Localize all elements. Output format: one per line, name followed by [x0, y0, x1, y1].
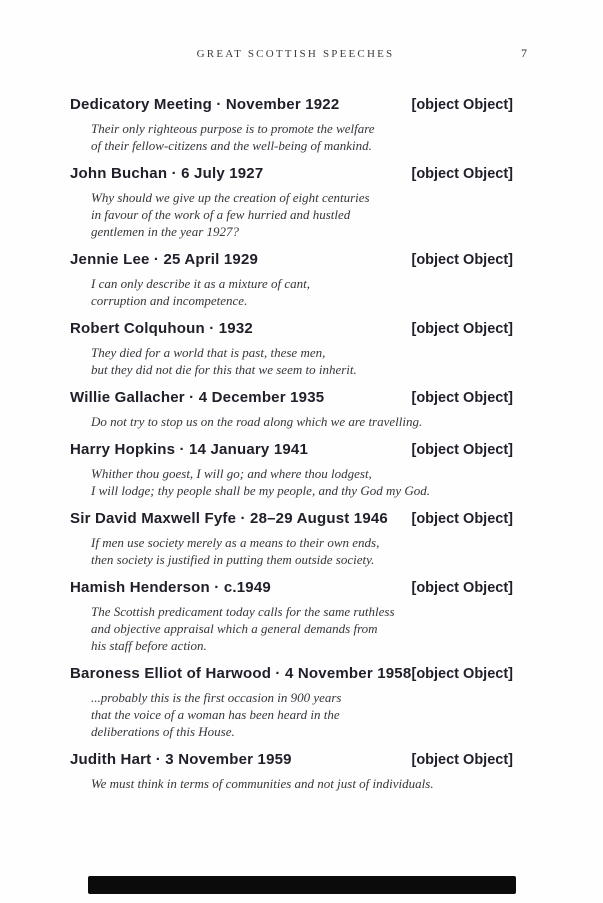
- entry-head-row: [70, 750, 513, 770]
- entry-head-row: [70, 440, 513, 460]
- entry-quote: [91, 275, 513, 309]
- quote-line: then society is justified in putting them outside society.: [91, 552, 375, 567]
- entry-head-row: [70, 164, 513, 184]
- running-header-title: GREAT SCOTTISH SPEECHES: [196, 48, 395, 60]
- entry-heading: John Buchan · 6 July 1927: [70, 165, 264, 182]
- quote-line: If men use society merely as a means to their own ends,: [91, 535, 380, 550]
- entry-quote: [91, 120, 513, 154]
- entry-head-row: [70, 509, 513, 529]
- entry-heading: Harry Hopkins · 14 January 1941: [70, 441, 308, 458]
- entry-heading: Sir David Maxwell Fyfe · 28–29 August 1946: [70, 510, 388, 527]
- entry-quote: [91, 689, 513, 740]
- entry-page-number: [object Object]: [411, 321, 513, 337]
- toc-entry: [70, 578, 513, 654]
- entry-heading: Willie Gallacher · 4 December 1935: [70, 389, 325, 406]
- quote-line: They died for a world that is past, these men,: [91, 345, 326, 360]
- entry-heading: Dedicatory Meeting · November 1922: [70, 96, 340, 113]
- entry-quote: [91, 344, 513, 378]
- quote-line: We must think in terms of communities and not just of individuals.: [91, 776, 434, 791]
- entry-head-row: [70, 250, 513, 270]
- toc-entry: [70, 95, 513, 154]
- entry-page-number: [object Object]: [411, 166, 513, 182]
- quote-line: deliberations of this House.: [91, 724, 235, 739]
- entry-head-row: [70, 319, 513, 339]
- toc-entry: [70, 250, 513, 309]
- entry-page-number: [object Object]: [411, 580, 513, 596]
- quote-line: in favour of the work of a few hurried and hustled: [91, 207, 351, 222]
- scan-artifact-bar: [88, 876, 516, 894]
- quote-line: I will lodge; thy people shall be my people, and thy God my God.: [91, 483, 431, 498]
- entry-heading: Baroness Elliot of Harwood · 4 November 1958: [70, 665, 412, 682]
- entry-quote: [91, 775, 513, 792]
- toc-entry: [70, 164, 513, 240]
- entry-head-row: [70, 664, 513, 684]
- entry-head-row: [70, 388, 513, 408]
- entry-quote: [91, 465, 513, 499]
- quote-line: Whither thou goest, I will go; and where thou lodgest,: [91, 466, 372, 481]
- entry-heading: Robert Colquhoun · 1932: [70, 320, 253, 337]
- entry-page-number: [object Object]: [411, 511, 513, 527]
- quote-line: but they did not die for this that we seem to inherit.: [91, 362, 357, 377]
- quote-line: I can only describe it as a mixture of cant,: [91, 276, 311, 291]
- entry-quote: [91, 603, 513, 654]
- quote-line: of their fellow-citizens and the well-being of mankind.: [91, 138, 372, 153]
- page-folio-number: 7: [521, 46, 527, 60]
- toc-entry: [70, 440, 513, 499]
- entry-heading: Judith Hart · 3 November 1959: [70, 751, 292, 768]
- quote-line: his staff before action.: [91, 638, 207, 653]
- entry-heading: Jennie Lee · 25 April 1929: [70, 251, 259, 268]
- entry-heading: Hamish Henderson · c.1949: [70, 579, 271, 596]
- toc-entry: [70, 388, 513, 430]
- quote-line: gentlemen in the year 1927?: [91, 224, 240, 239]
- quote-line: ...probably this is the first occasion in 900 years: [91, 690, 342, 705]
- quote-line: The Scottish predicament today calls for the same ruthless: [91, 604, 395, 619]
- entry-page-number: [object Object]: [411, 97, 513, 113]
- quote-line: corruption and incompetence.: [91, 293, 248, 308]
- entry-page-number: [object Object]: [411, 752, 513, 768]
- toc-entry: [70, 509, 513, 568]
- toc-entry: [70, 319, 513, 378]
- entry-page-number: [object Object]: [411, 442, 513, 458]
- entry-head-row: [70, 95, 513, 115]
- quote-line: Why should we give up the creation of eight centuries: [91, 190, 370, 205]
- entry-head-row: [70, 578, 513, 598]
- quote-line: that the voice of a woman has been heard in the: [91, 707, 340, 722]
- entry-page-number: [object Object]: [411, 252, 513, 268]
- quote-line: Their only righteous purpose is to promote the welfare: [91, 121, 375, 136]
- table-of-contents: [70, 95, 513, 802]
- entry-quote: [91, 534, 513, 568]
- toc-entry: [70, 664, 513, 740]
- quote-line: Do not try to stop us on the road along which we are travelling.: [91, 414, 423, 429]
- entry-page-number: [object Object]: [411, 666, 513, 682]
- entry-quote: [91, 189, 513, 240]
- entry-quote: [91, 413, 513, 430]
- running-header: [70, 46, 527, 61]
- entry-page-number: [object Object]: [411, 390, 513, 406]
- quote-line: and objective appraisal which a general demands from: [91, 621, 378, 636]
- toc-entry: [70, 750, 513, 792]
